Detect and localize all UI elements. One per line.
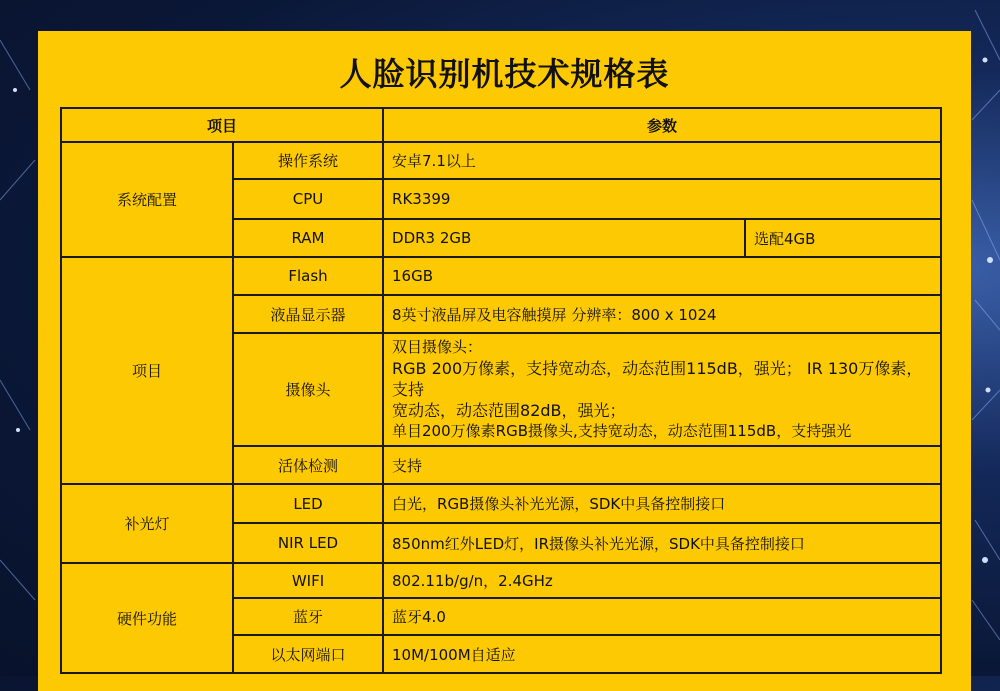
camera-line-1: 双目摄像头： [392,338,483,356]
category-hardware: 硬件功能 [61,563,233,673]
camera-line-4: 单目200万像素RGB摄像头,支持宽动态，动态范围115dB，支持强光 [392,422,852,440]
camera-line-3: 宽动态，动态范围82dB，强光； [392,401,626,420]
value-cpu: RK3399 [383,179,941,219]
label-camera: 摄像头 [233,333,383,446]
spec-table [60,107,942,674]
value-liveness: 支持 [383,446,941,484]
label-ethernet: 以太网端口 [233,635,383,673]
value-ram: DDR3 2GB [383,219,745,257]
value-bluetooth: 蓝牙4.0 [383,598,941,635]
value-os: 安卓7.1以上 [383,142,941,179]
value-wifi: 802.11b/g/n，2.4GHz [383,563,941,598]
label-ram: RAM [233,219,383,257]
label-wifi: WIFI [233,563,383,598]
table-row [61,257,941,295]
category-fill-light: 补光灯 [61,484,233,563]
label-nir-led: NIR LED [233,523,383,563]
value-lcd: 8英寸液晶屏及电容触摸屏 分辨率：800 x 1024 [383,295,941,333]
value-ethernet: 10M/100M自适应 [383,635,941,673]
value-nir-led: 850nm红外LED灯，IR摄像头补光光源，SDK中具备控制接口 [383,523,941,563]
header-param: 参数 [383,108,941,142]
value-flash: 16GB [383,257,941,295]
label-bluetooth: 蓝牙 [233,598,383,635]
label-liveness: 活体检测 [233,446,383,484]
table-row [61,563,941,598]
label-lcd: 液晶显示器 [233,295,383,333]
page-title: 人脸识别机技术规格表 [339,55,670,93]
label-os: 操作系统 [233,142,383,179]
category-system: 系统配置 [61,142,233,257]
label-flash: Flash [233,257,383,295]
table-row [61,142,941,179]
value-led: 白光，RGB摄像头补光光源，SDK中具备控制接口 [383,484,941,523]
table-row [61,484,941,523]
value-camera [383,333,941,446]
header-item: 项目 [61,108,383,142]
spec-sheet [38,31,971,691]
camera-line-2: RGB 200万像素，支持宽动态，动态范围115dB，强光； IR 130万像素，支持 [392,359,923,399]
value-ram-option: 选配4GB [745,219,941,257]
table-header-row [61,108,941,142]
label-cpu: CPU [233,179,383,219]
category-items: 项目 [61,257,233,484]
label-led: LED [233,484,383,523]
